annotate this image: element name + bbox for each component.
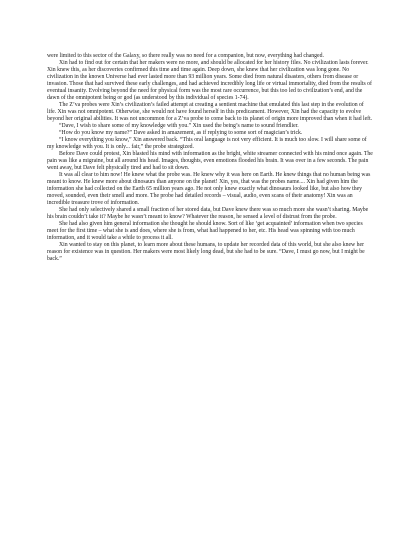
- paragraph: It was all clear to him now! He knew what the probe was. He knew why it was here on Earth. He knew things that no human being was meant to know. He knew more about dinosaurs than anyone on the planet! Xin, yes, that was the probes name.... Xin had given him the information she had collected on the Earth 65 million years ago. He not only knew exactly what dinosaurs looked like, but also how they moved, sounded, even their smell and more. The probe had detailed records – visual, audio, even scans of their anatomy! Xin was an incredible treasure trove of information.: [47, 172, 371, 207]
- paragraph: Xin wanted to stay on this planet, to learn more about these humans, to update her recorded data of this world, but she also knew her reason for existence was in question. Her makers were most likely long dead, but she had to be sure. “Dave, I must go now, but I might be back.”: [47, 242, 365, 263]
- paragraph: She had only selectively shared a small fraction of her stored data, but Dave knew there was so much more she wasn’t sharing. Maybe his brain couldn’t take it? Maybe he wasn’t meant to know? Whatever the reason, he sensed a level of distrust from the probe.: [47, 207, 369, 221]
- paragraph: Before Dave could protest, Xin blasted his mind with information as the bright, white streamer connected with his mind once again. The pain was like a migraine, but all around his head. Images, thoughts, even emotions flooded his brain. It was over in a few seconds. The pain went away, but Dave felt physically tired and had to sit down.: [47, 151, 373, 172]
- paragraph: “I know everything you know,” Xin answered back. “This oral language is not very efficient. It is much too slow. I will share some of my knowledge with you. It is only... fair,” the probe strategized.: [47, 137, 367, 151]
- paragraph-continued: were limited to this sector of the Galaxy, so there really was no need for a companion, but now, everything had changed.: [47, 53, 324, 59]
- paragraph: “How do you know my name?” Dave asked in amazement, as if replying to some sort of magician’s trick.: [59, 130, 303, 137]
- body-text: [47, 53, 374, 263]
- paragraph: She had also given him general information she thought he should know. Sort of like ‘get acquainted’ information when two species meet for the first time – what she is and does, where she is from, what had happened to her, etc. His head was spinning with too much information, and it would take a while to process it all.: [47, 221, 363, 242]
- paragraph: The Z’va probes were Xin’s civilization’s failed attempt at creating a sentient machine that emulated this last step in the evolution of life. Xin was not omnipotent. Otherwise, she would not have found herself in this predicament. However, Xin had the capacity to evolve beyond her original abilities. It was not uncommon for a Z’va probe to come back to its planet of origin more improved than when it had left.: [47, 102, 373, 123]
- paragraph: Xin had to find out for certain that her makers were no more, and should be allocated for her history files. No civilization lasts forever. Xin knew this, as her discoveries confirmed this time and time again. Deep down, she knew that her civilization was long gone. No civilization in the known Universe had ever lasted more than 93 million years. Some died from natural disasters, others from disease or invasion. Those that had survived these early challenges, and had achieved incredibly long life or virtual immortality, died from the results of eventual insanity. Evolving beyond the need for physical form was the most rare occurrence, but this too led to civilization’s end, and the dawn of the omnipotent being or god (as understood by this individual of species 1-74).: [47, 60, 372, 102]
- paragraph: “Dave, I wish to share some of my knowledge with you.” Xin used the being’s name to sound friendlier.: [59, 123, 299, 130]
